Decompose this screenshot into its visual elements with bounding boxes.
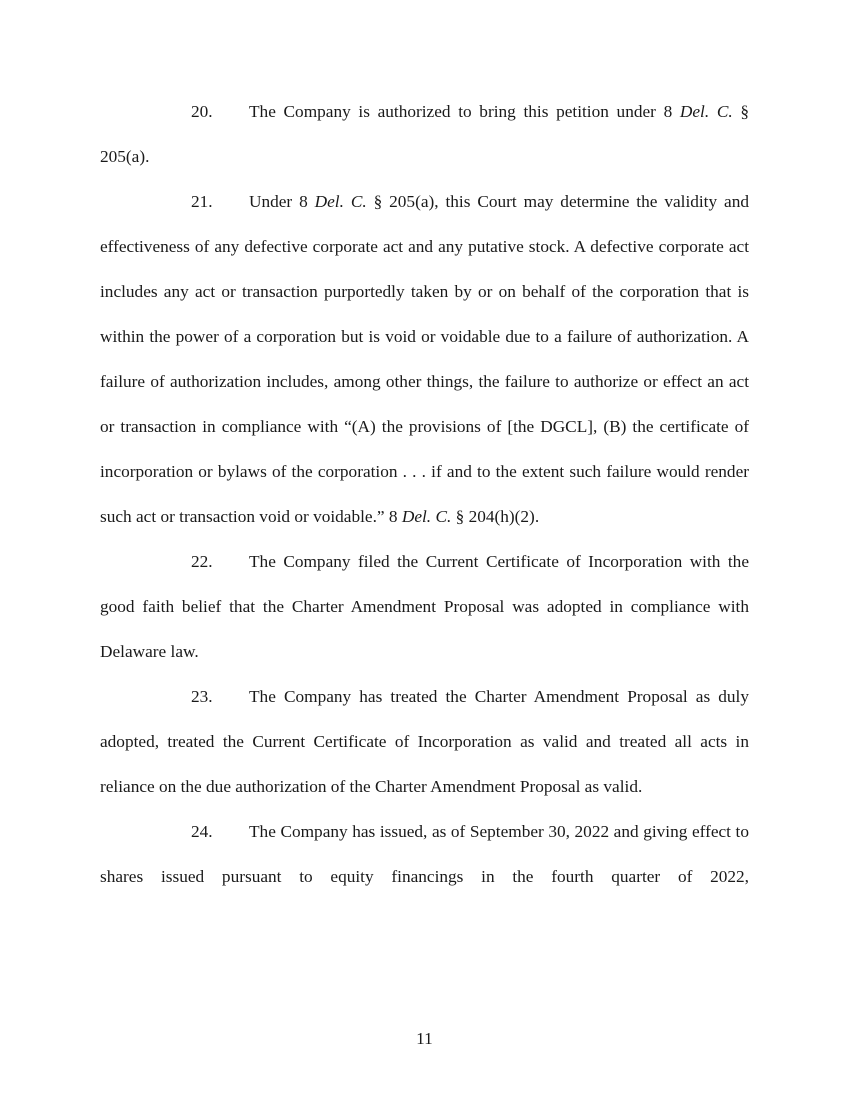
paragraph-number: 20. [191, 102, 213, 121]
document-body [100, 89, 749, 899]
citation-italic: Del. C. [679, 102, 733, 121]
paragraph-22 [100, 539, 749, 674]
paragraph-text: § 205(a). [100, 102, 749, 166]
paragraph-text: § 204(h)(2). [451, 507, 540, 526]
paragraph-text: The Company filed the Current Certificate of Incorporation with the good faith belief that the Charter Amendment Proposal was adopted in compliance with Delaware law. [100, 552, 749, 661]
paragraph-number: 21. [191, 192, 213, 211]
paragraph-21 [100, 179, 749, 539]
paragraph-number: 24. [191, 822, 213, 841]
paragraph-text: § 205(a), this Court may determine the validity and effectiveness of any defective corporate act and any putative stock. A defective corporate act includes any act or transaction purportedly taken by or on behalf of the corporation that is within the power of a corporation but is void or voidable due to a failure of authorization. A failure of authorization includes, among other things, the failure to authorize or effect an act or transaction in compliance with “(A) the provisions of [the DGCL], (B) the certificate of incorporation or bylaws of the corporation . . . if and to the extent such failure would render such act or transaction void or voidable.” 8 [100, 192, 749, 526]
paragraph-20 [100, 89, 749, 179]
paragraph-number: 23. [191, 687, 213, 706]
paragraph-24 [100, 809, 749, 899]
paragraph-text: The Company has issued, as of September 30, 2022 and giving effect to shares issued pursuant to equity financings in the fourth quarter of 2022, [100, 822, 749, 886]
paragraph-text: Under 8 [249, 192, 315, 211]
paragraph-text: The Company has treated the Charter Amendment Proposal as duly adopted, treated the Current Certificate of Incorporation as valid and treated all acts in reliance on the due authorization of the Charter Amendment Proposal as valid. [100, 687, 749, 796]
paragraph-number: 22. [191, 552, 213, 571]
paragraph-text: The Company is authorized to bring this petition under 8 [249, 102, 680, 121]
citation-italic: Del. C. [401, 507, 452, 526]
citation-italic: Del. C. [314, 192, 367, 211]
page-number: 11 [416, 1029, 433, 1048]
paragraph-23 [100, 674, 749, 809]
